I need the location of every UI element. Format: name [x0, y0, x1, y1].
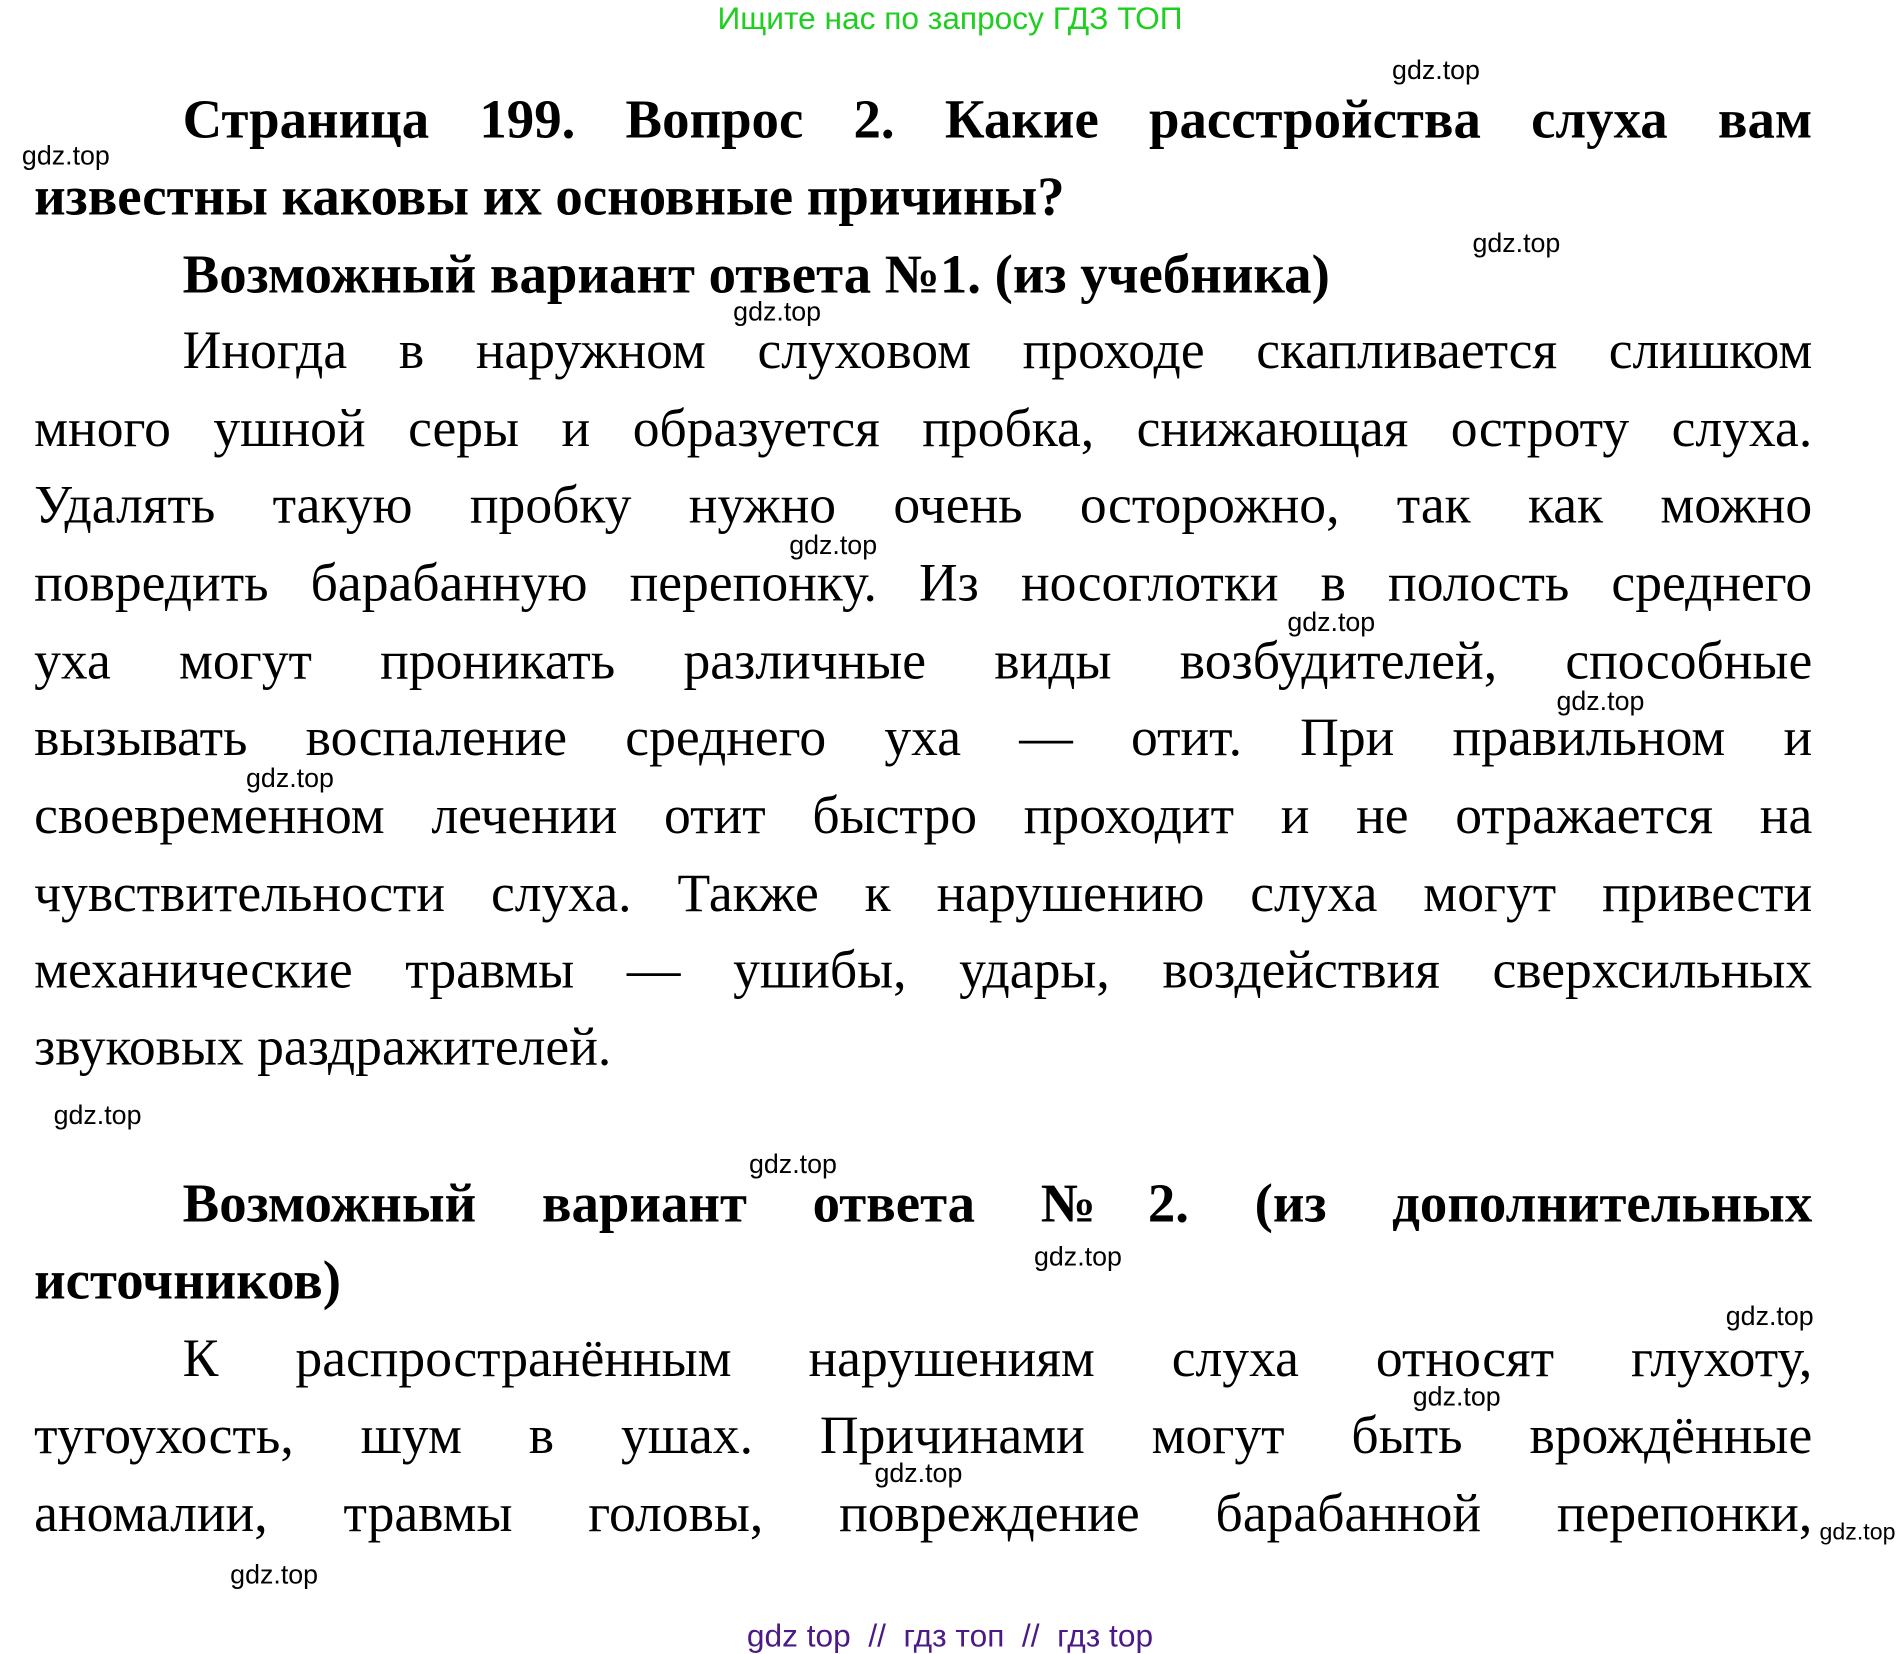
watermark: gdz.top	[53, 1099, 142, 1131]
answer2-line: аномалии, травмы головы, повреждение барабанной перепонки,	[34, 1483, 1813, 1544]
answer1-line: механические травмы — ушибы, удары, воздействия сверхсильных	[34, 940, 1813, 1000]
question-line-1: Страница 199. Вопрос 2. Какие расстройства слуха вам	[182, 88, 1813, 150]
top-banner[interactable]: Ищите нас по запросу ГДЗ ТОП	[717, 0, 1183, 37]
answer2-line: тугоухость, шум в ушах. Причинами могут быть врождённые	[34, 1405, 1813, 1466]
answer2-line: К распространённым нарушениям слуха относят глухоту,	[182, 1328, 1813, 1389]
answer1-line: вызывать воспаление среднего уха — отит. При правильном и	[34, 707, 1813, 768]
answer2-heading-line-1: Возможный вариант ответа №2. (из дополнительных	[182, 1172, 1813, 1234]
watermark: gdz.top	[1472, 227, 1561, 259]
watermark: gdz.top	[1819, 1519, 1896, 1546]
watermark: gdz.top	[1556, 685, 1645, 717]
watermark: gdz.top	[21, 140, 110, 171]
answer1-line: звуковых раздражителей.	[34, 1016, 612, 1077]
answer1-line: своевременном лечении отит быстро проходит и не отражается на	[34, 785, 1813, 846]
watermark: gdz.top	[874, 1457, 963, 1489]
watermark: gdz.top	[246, 762, 334, 793]
answer1-line: много ушной серы и образуется пробка, снижающая остроту слуха.	[34, 398, 1813, 458]
watermark: gdz.top	[1725, 1300, 1814, 1332]
watermark: gdz.top	[1392, 54, 1480, 86]
watermark: gdz.top	[1033, 1241, 1122, 1272]
answer1-heading: Возможный вариант ответа №1. (из учебника)	[182, 243, 1330, 305]
watermark: gdz.top	[749, 1148, 837, 1179]
footer-links[interactable]: gdz top // гдз топ // гдз top	[746, 1617, 1154, 1654]
watermark: gdz.top	[230, 1558, 319, 1590]
answer1-line: Удалять такую пробку нужно очень осторожно, так как можно	[34, 474, 1813, 535]
answer1-line: повредить барабанную перепонку. Из носоглотки в полость среднего	[34, 552, 1813, 613]
watermark: gdz.top	[733, 295, 822, 327]
answer1-line: Иногда в наружном слуховом проходе скапливается слишком	[182, 320, 1813, 380]
answer2-heading-line-2: источников)	[34, 1249, 341, 1311]
answer1-line: уха могут проникать различные виды возбудителей, способные	[34, 630, 1813, 691]
answer1-line: чувствительности слуха. Также к нарушению слуха могут привести	[34, 863, 1813, 924]
watermark: gdz.top	[1287, 606, 1376, 637]
question-line-2: известны каковы их основные причины?	[34, 165, 1065, 227]
watermark: gdz.top	[1412, 1381, 1501, 1412]
watermark: gdz.top	[789, 529, 878, 561]
